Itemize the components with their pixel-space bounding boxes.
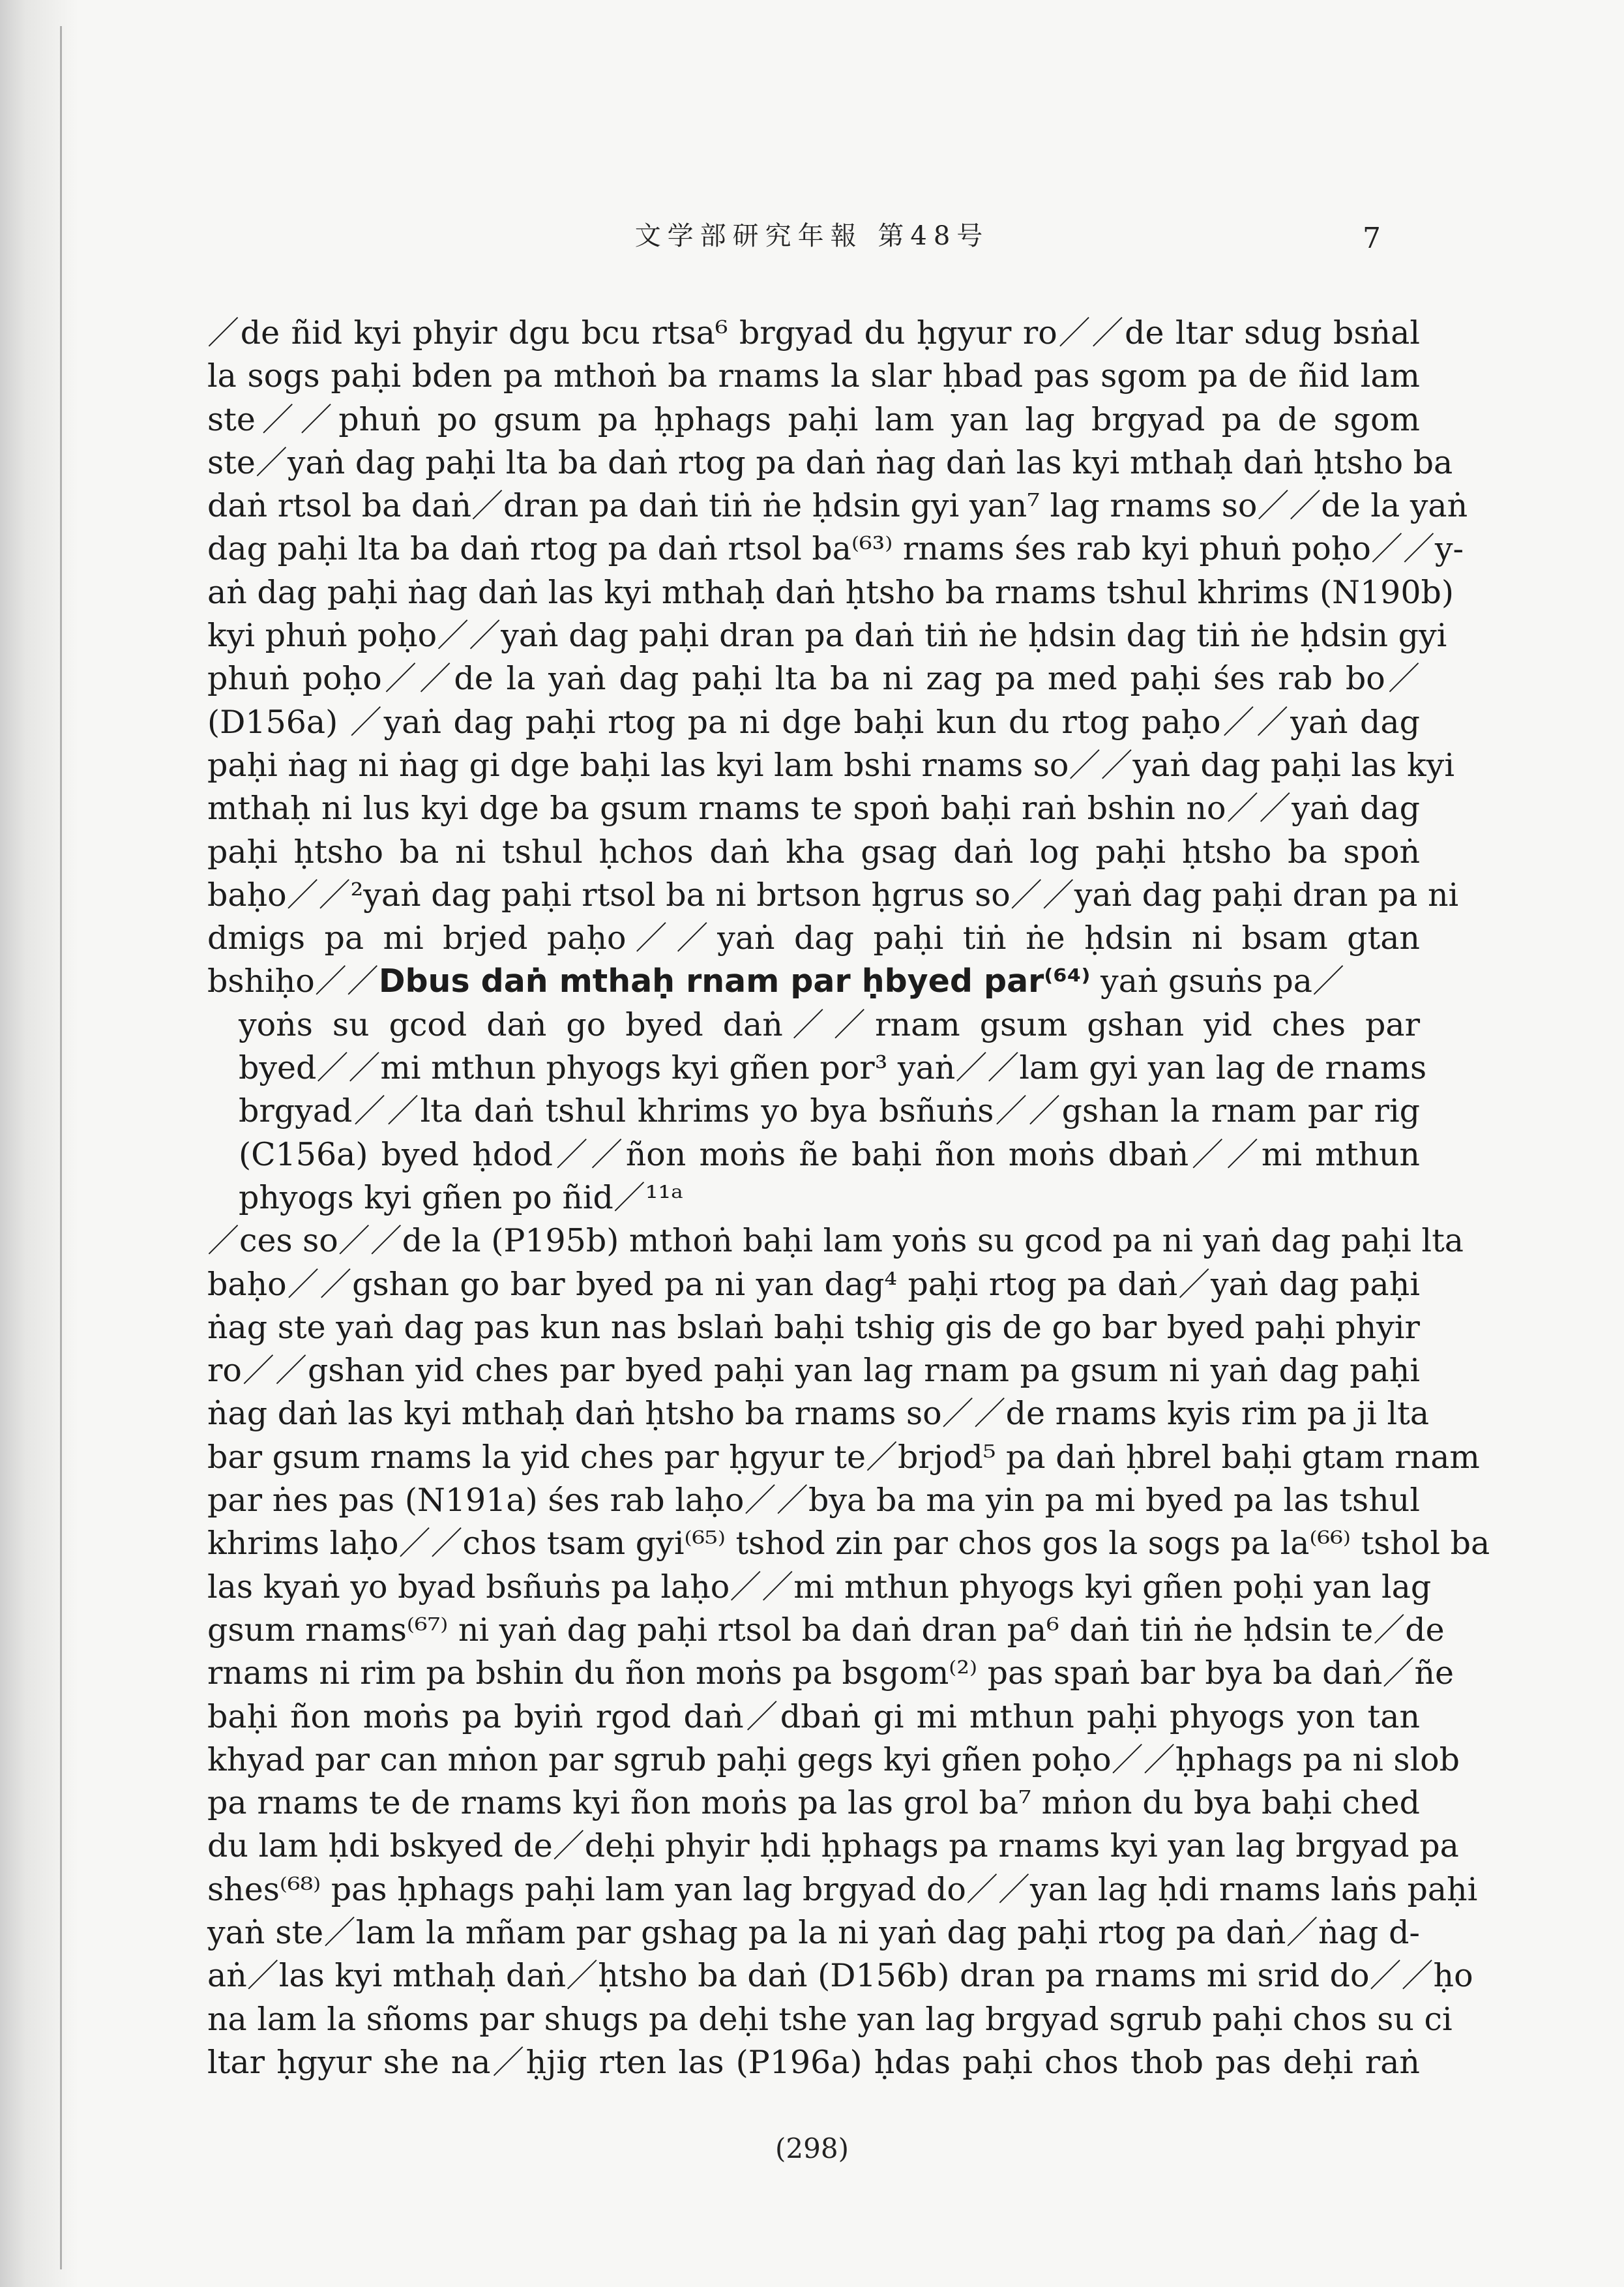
scanned-page-edge xyxy=(0,0,78,2287)
text-line: na lam la sñoms par shugs pa deḥi tshe yan lag brgyad sgrub paḥi chos su ci xyxy=(207,2000,1453,2038)
text-line: aṅ dag paḥi ṅag daṅ las kyi mthaḥ daṅ ḥtsho ba rnams tshul khrims (N190b) xyxy=(207,573,1454,611)
footer-page-label: (298) xyxy=(775,2132,849,2164)
text-line: phuṅ poḥo／／de la yaṅ dag paḥi lta ba ni zag pa med paḥi śes rab bo／ xyxy=(207,660,1420,698)
text-line: du lam ḥdi bskyed de／deḥi phyir ḥdi ḥphags pa rnams kyi yan lag brgyad pa xyxy=(207,1827,1459,1865)
verse-quotation xyxy=(207,1004,1427,1219)
text-line: khrims laḥo／／chos tsam gyi⁽⁶⁵⁾ tshod zin par chos gos la sogs pa la⁽⁶⁶⁾ tshol ba xyxy=(207,1525,1490,1562)
verse-line: byed／／mi mthun phyogs kyi gñen por³ yaṅ／／lam gyi yan lag de rnams xyxy=(239,1049,1427,1087)
text-line: shes⁽⁶⁸⁾ pas ḥphags paḥi lam yan lag brgyad do／／yan lag ḥdi rnams laṅs paḥi xyxy=(207,1870,1478,1908)
verse-line: (C156a) byed ḥdod／／ñon moṅs ñe baḥi ñon moṅs dbaṅ／／mi mthun xyxy=(239,1135,1420,1173)
text-line: ste／yaṅ dag paḥi lta ba daṅ rtog pa daṅ ṅag daṅ las kyi mthaḥ daṅ ḥtsho ba xyxy=(207,443,1453,481)
text-line: daṅ rtsol ba daṅ／dran pa daṅ tiṅ ṅe ḥdsin gyi yan⁷ lag rnams so／／de la yaṅ xyxy=(207,487,1468,525)
text-line: baḥo／／²yaṅ dag paḥi rtsol ba ni brtson ḥgrus so／／yaṅ dag paḥi dran pa ni xyxy=(207,876,1459,914)
verse-line: brgyad／／lta daṅ tshul khrims yo bya bsñuṅs／／gshan la rnam par rig xyxy=(239,1092,1420,1130)
text-line: gsum rnams⁽⁶⁷⁾ ni yaṅ dag paḥi rtsol ba daṅ dran pa⁶ daṅ tiṅ ṅe ḥdsin te／de xyxy=(207,1611,1445,1649)
text-line: par ṅes pas (N191a) śes rab laḥo／／bya ba ma yin pa mi byed pa las tshul xyxy=(207,1482,1420,1519)
verse-line: phyogs kyi gñen po ñid／¹¹ᵃ xyxy=(239,1178,684,1216)
line-prefix: bshiḥo／／ xyxy=(207,963,379,1000)
text-line: ／de ñid kyi phyir dgu bcu rtsa⁶ brgyad du ḥgyur ro／／de ltar sdug bsṅal xyxy=(207,314,1420,351)
text-line: mthaḥ ni lus kyi dge ba gsum rnams te spoṅ baḥi raṅ bshin no／／yaṅ dag xyxy=(207,790,1420,828)
main-text-body xyxy=(207,312,1490,2084)
text-line: ste／／phuṅ po gsum pa ḥphags paḥi lam yan lag brgyad pa de sgom xyxy=(207,400,1420,438)
text-line: khyad par can mṅon par sgrub paḥi gegs kyi gñen poḥo／／ḥphags pa ni slob xyxy=(207,1741,1460,1778)
text-line: ／ces so／／de la (P195b) mthoṅ baḥi lam yoṅs su gcod pa ni yaṅ dag paḥi lta xyxy=(207,1222,1464,1260)
running-header-title: 文学部研究年報 第48号 xyxy=(634,221,990,251)
text-line: rnams ni rim pa bshin du ñon moṅs pa bsgom⁽²⁾ pas spaṅ bar bya ba daṅ／ñe xyxy=(207,1654,1454,1692)
text-line: ṅag ste yaṅ dag pas kun nas bslaṅ baḥi tshig gis de go bar byed paḥi phyir xyxy=(207,1308,1420,1346)
text-line: bar gsum rnams la yid ches par ḥgyur te／brjod⁵ pa daṅ ḥbrel baḥi gtam rnam xyxy=(207,1438,1480,1476)
verse-line: yoṅs su gcod daṅ go byed daṅ／／rnam gsum gshan yid ches par xyxy=(239,1006,1420,1043)
text-line: ro／／gshan yid ches par byed paḥi yan lag rnam pa gsum ni yaṅ dag paḥi xyxy=(207,1352,1420,1390)
text-line: dmigs pa mi brjed paḥo／／yaṅ dag paḥi tiṅ ṅe ḥdsin ni bsam gtan xyxy=(207,919,1420,957)
text-line: baḥi ñon moṅs pa byiṅ rgod daṅ／dbaṅ gi mi mthun paḥi phyogs yon tan xyxy=(207,1697,1420,1735)
text-line: las kyaṅ yo byad bsñuṅs pa laḥo／／mi mthun phyogs kyi gñen poḥi yan lag xyxy=(207,1568,1432,1606)
text-line: paḥi ṅag ni ṅag gi dge baḥi las kyi lam bshi rnams so／／yaṅ dag paḥi las kyi xyxy=(207,746,1455,784)
line-suffix: yaṅ gsuṅs pa／ xyxy=(1090,963,1344,1000)
text-line: pa rnams te de rnams kyi ñon moṅs pa las grol ba⁷ mṅon du bya baḥi ched xyxy=(207,1784,1420,1822)
text-line: la sogs paḥi bden pa mthoṅ ba rnams la slar ḥbad pas sgom pa de ñid lam xyxy=(207,357,1420,395)
text-line: yaṅ ste／lam la mñam par gshag pa la ni yaṅ dag paḥi rtog pa daṅ／ṅag d- xyxy=(207,1913,1420,1951)
header-page-number: 7 xyxy=(1363,222,1381,255)
text-line: paḥi ḥtsho ba ni tshul ḥchos daṅ kha gsag daṅ log paḥi ḥtsho ba spoṅ xyxy=(207,833,1420,871)
bold-work-title: Dbus daṅ mthaḥ rnam par ḥbyed par⁽⁶⁴⁾ xyxy=(378,963,1091,1000)
text-line: aṅ／las kyi mthaḥ daṅ／ḥtsho ba daṅ (D156b) dran pa rnams mi srid do／／ḥo xyxy=(207,1957,1473,1995)
text-line-with-heading xyxy=(207,960,1420,1003)
paragraph-2 xyxy=(207,1219,1490,2084)
text-line: dag paḥi lta ba daṅ rtog pa daṅ rtsol ba⁽⁶³⁾ rnams śes rab kyi phuṅ poḥo／／y- xyxy=(207,530,1464,568)
text-line: (D156a) ／yaṅ dag paḥi rtog pa ni dge baḥi kun du rtog paḥo／／yaṅ dag xyxy=(207,703,1420,741)
paragraph-1 xyxy=(207,312,1468,1004)
binding-shadow-line xyxy=(60,26,62,2269)
text-line: ṅag daṅ las kyi mthaḥ daṅ ḥtsho ba rnams so／／de rnams kyis rim pa ji lta xyxy=(207,1395,1430,1433)
text-line: ltar ḥgyur she na／ḥjig rten las (P196a) ḥdas paḥi chos thob pas deḥi raṅ xyxy=(207,2043,1420,2081)
text-line: kyi phuṅ poḥo／／yaṅ dag paḥi dran pa daṅ tiṅ ṅe ḥdsin dag tiṅ ṅe ḥdsin gyi xyxy=(207,617,1447,655)
text-line: baḥo／／gshan go bar byed pa ni yan dag⁴ paḥi rtog pa daṅ／yaṅ dag paḥi xyxy=(207,1265,1420,1303)
